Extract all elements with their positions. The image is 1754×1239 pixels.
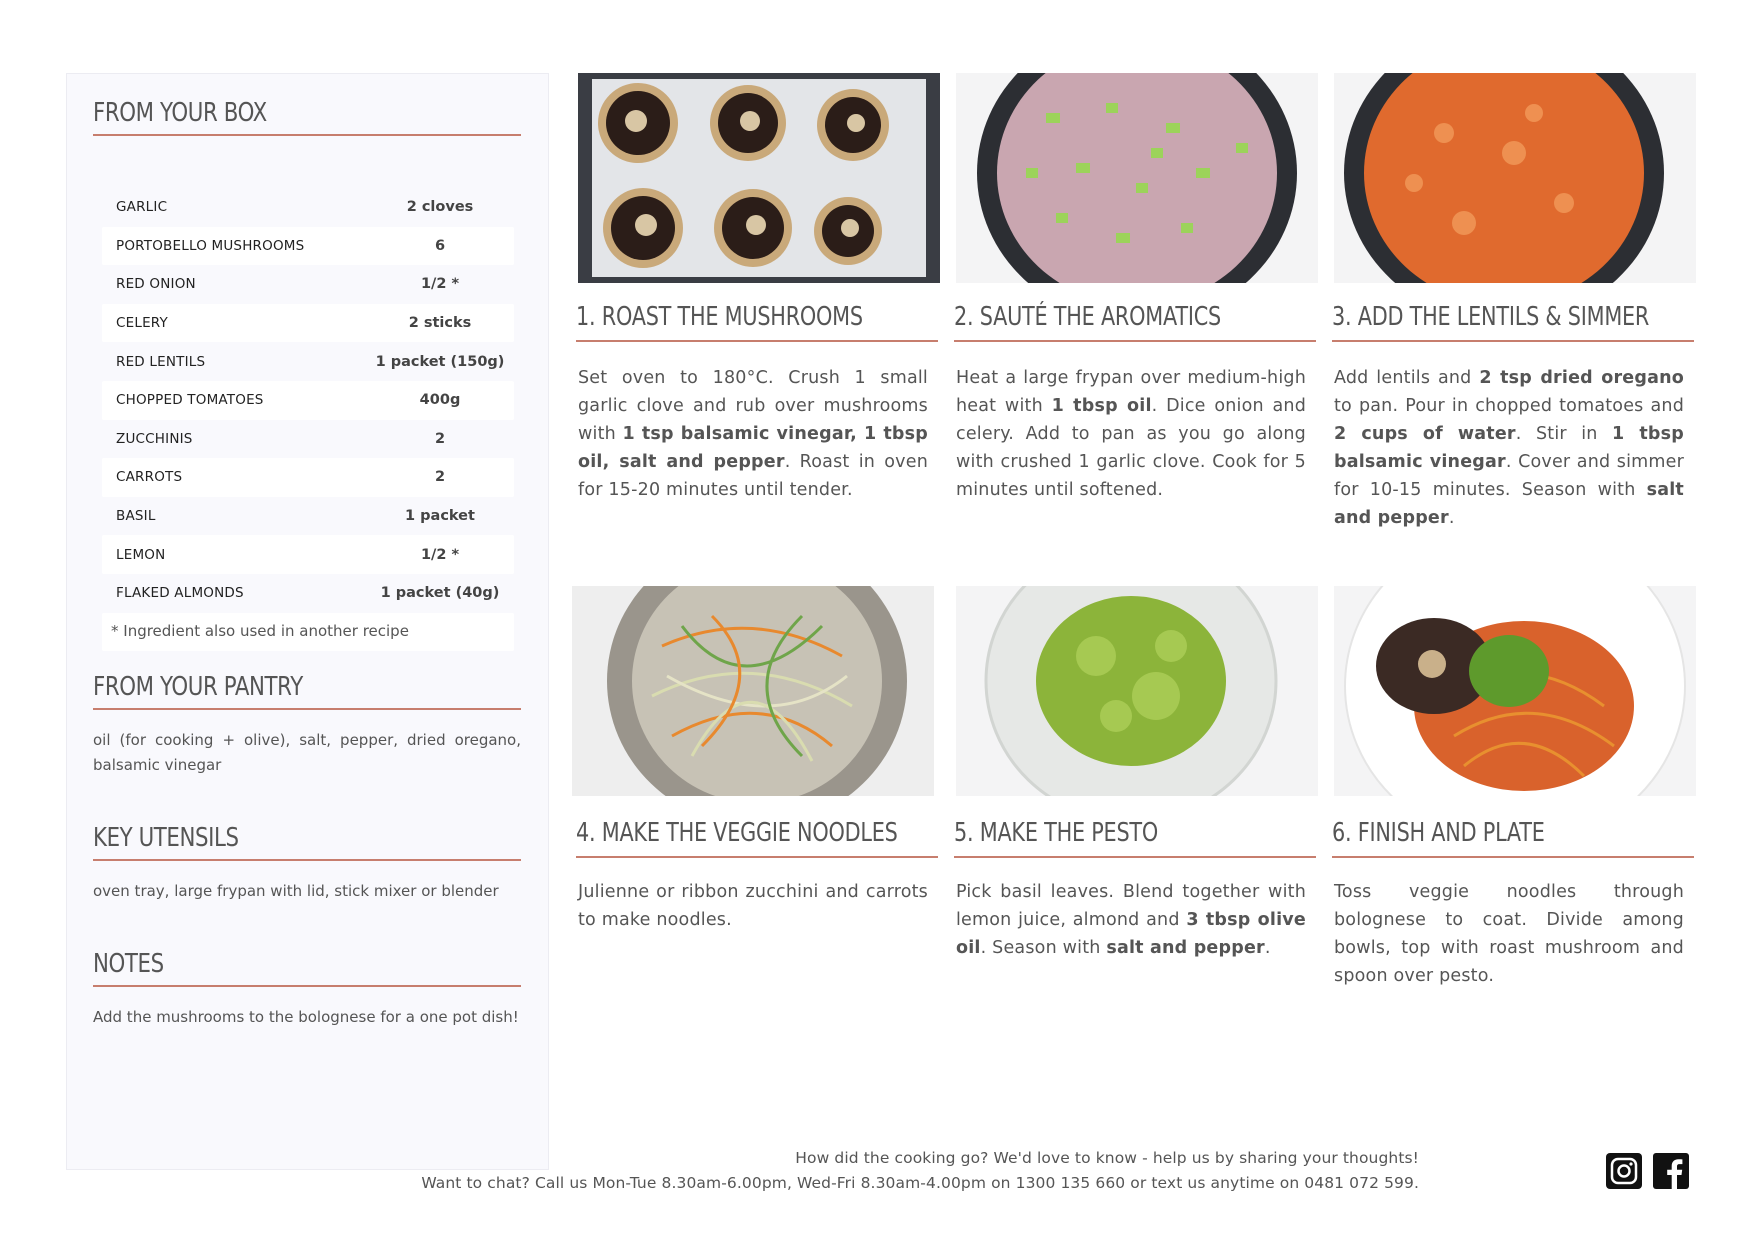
key-utensils-title: KEY UTENSILS (93, 823, 239, 853)
ingredient-name: GARLIC (116, 199, 168, 216)
step-3-text (1334, 364, 1684, 532)
step-text-segment: . Stir in (1515, 424, 1613, 444)
step-1-text (578, 364, 928, 504)
ingredient-row (102, 574, 514, 613)
ingredient-qty: 2 sticks (408, 315, 472, 332)
ingredient-qty: 400g (419, 392, 461, 409)
ingredient-name: CARROTS (116, 469, 183, 486)
veggie-noodles-photo (572, 586, 934, 796)
step-5-text (956, 878, 1306, 962)
step-ingredient-highlight: salt and pepper (1106, 938, 1265, 958)
facebook-icon[interactable] (1653, 1153, 1689, 1189)
utensils-text: oven tray, large frypan with lid, stick mixer or blender (93, 882, 499, 900)
footer-contact-text: Want to chat? Call us Mon-Tue 8.30am-6.00pm, Wed-Fri 8.30am-4.00pm on 1300 135 660 or text us anytime on 0481 072 599. (421, 1174, 1419, 1192)
step-text-segment: . Dice onion and celery. Add to pan as you go along with crushed 1 garlic clove. Cook for 5 minutes until softened. (956, 396, 1307, 500)
step-5-image (956, 586, 1318, 796)
step-1-title: 1. ROAST THE MUSHROOMS (576, 302, 863, 332)
ingredient-qty: 1/2 * (420, 276, 460, 293)
ingredients-table (102, 188, 514, 651)
step-text-segment: . (1448, 508, 1455, 528)
ingredient-name: BASIL (116, 508, 156, 525)
ingredient-name: CELERY (116, 315, 168, 332)
step-2-image (956, 73, 1318, 283)
notes-title: NOTES (93, 949, 164, 979)
step-divider (576, 856, 938, 858)
step-text-segment: . (1264, 938, 1271, 958)
ingredient-row (102, 535, 514, 574)
ingredient-row (102, 227, 514, 266)
ingredient-name: RED LENTILS (116, 353, 206, 370)
step-text-segment: Set oven to 180°C. Crush 1 small garlic clove and rub over mushrooms with (578, 368, 928, 444)
step-ingredient-highlight: salt and pepper (1334, 480, 1684, 528)
step-ingredient-highlight: 1 tbsp balsamic vinegar (1334, 424, 1684, 472)
ingredient-qty: 1/2 * (420, 546, 460, 563)
step-text-segment: Heat a large frypan over medium-high heat with (956, 368, 1306, 416)
step-text-segment: Julienne or ribbon zucchini and carrots to make noodles. (578, 882, 928, 930)
step-6-text (1334, 878, 1684, 990)
section-divider (93, 708, 521, 710)
ingredient-name: FLAKED ALMONDS (116, 585, 244, 602)
ingredient-name: LEMON (116, 546, 166, 563)
sauteed-onion-celery-photo (956, 73, 1318, 283)
notes-text: Add the mushrooms to the bolognese for a one pot dish! (93, 1008, 519, 1026)
step-5-title: 5. MAKE THE PESTO (954, 818, 1159, 848)
step-divider (954, 340, 1316, 342)
step-divider (954, 856, 1316, 858)
ingredient-row (102, 342, 514, 381)
ingredient-qty: 1 packet (150g) (375, 353, 505, 370)
ingredient-row (102, 381, 514, 420)
step-4-text (578, 878, 928, 934)
ingredient-qty: 6 (434, 237, 446, 254)
ingredient-qty: 1 packet (40g) (380, 585, 500, 602)
step-2-title: 2. SAUTÉ THE AROMATICS (954, 302, 1221, 332)
pesto-bowl-photo (956, 586, 1318, 796)
pantry-text: oil (for cooking + olive), salt, pepper, dried oregano, balsamic vinegar (93, 731, 521, 774)
step-text-segment: Toss veggie noodles through bolognese to coat. Divide among bowls, top with roast mushroom and spoon over pesto. (1334, 882, 1684, 986)
instagram-icon[interactable] (1606, 1153, 1642, 1189)
step-ingredient-highlight: 1 tbsp oil (1051, 396, 1152, 416)
ingredient-qty: 2 (434, 430, 446, 447)
ingredient-row (102, 304, 514, 343)
step-2-text (956, 364, 1306, 504)
section-divider (93, 859, 521, 861)
ingredient-row (102, 458, 514, 497)
ingredient-footnote: * Ingredient also used in another recipe (111, 622, 409, 640)
step-text-segment: to pan. Pour in chopped tomatoes and (1334, 396, 1684, 416)
ingredient-row (102, 420, 514, 459)
ingredients-sidebar (66, 73, 549, 1170)
ingredient-qty: 2 (434, 469, 446, 486)
step-4-image (572, 586, 934, 796)
section-divider (93, 985, 521, 987)
step-3-title: 3. ADD THE LENTILS & SIMMER (1332, 302, 1650, 332)
step-ingredient-highlight: 3 tbsp olive oil (956, 910, 1306, 958)
step-3-image (1334, 73, 1696, 283)
ingredient-row (102, 497, 514, 536)
step-ingredient-highlight: 2 tsp dried oregano (1479, 368, 1684, 388)
from-your-box-title: FROM YOUR BOX (93, 98, 267, 128)
step-ingredient-highlight: 1 tsp balsamic vinegar, 1 tbsp oil, salt and pepper (578, 424, 928, 472)
step-text-segment: . Roast in oven for 15-20 minutes until tender. (578, 452, 928, 500)
ingredient-row (102, 188, 514, 227)
step-text-segment: . Season with (980, 938, 1107, 958)
step-6-image (1334, 586, 1696, 796)
step-text-segment: Add lentils and (1334, 368, 1480, 388)
roasted-mushrooms-photo (578, 73, 940, 283)
step-divider (1332, 340, 1694, 342)
step-text-segment: Pick basil leaves. Blend together with lemon juice, almond and (956, 882, 1306, 930)
ingredient-name: PORTOBELLO MUSHROOMS (116, 237, 305, 254)
lentil-bolognese-photo (1334, 73, 1696, 283)
plated-dish-photo (1334, 586, 1696, 796)
ingredient-row (102, 265, 514, 304)
step-6-title: 6. FINISH AND PLATE (1332, 818, 1545, 848)
step-1-image (578, 73, 940, 283)
ingredient-name: ZUCCHINIS (116, 430, 193, 447)
ingredient-name: RED ONION (116, 276, 196, 293)
from-your-pantry-title: FROM YOUR PANTRY (93, 672, 303, 702)
step-divider (576, 340, 938, 342)
step-divider (1332, 856, 1694, 858)
ingredient-qty: 1 packet (405, 508, 475, 525)
ingredient-qty: 2 cloves (406, 199, 474, 216)
footer-feedback-text: How did the cooking go? We'd love to know - help us by sharing your thoughts! (795, 1149, 1419, 1167)
ingredient-name: CHOPPED TOMATOES (116, 392, 264, 409)
step-text-segment: . Cover and simmer for 10-15 minutes. Season with (1334, 452, 1684, 500)
section-divider (93, 134, 521, 136)
step-ingredient-highlight: 2 cups of water (1334, 424, 1516, 444)
step-4-title: 4. MAKE THE VEGGIE NOODLES (576, 818, 898, 848)
